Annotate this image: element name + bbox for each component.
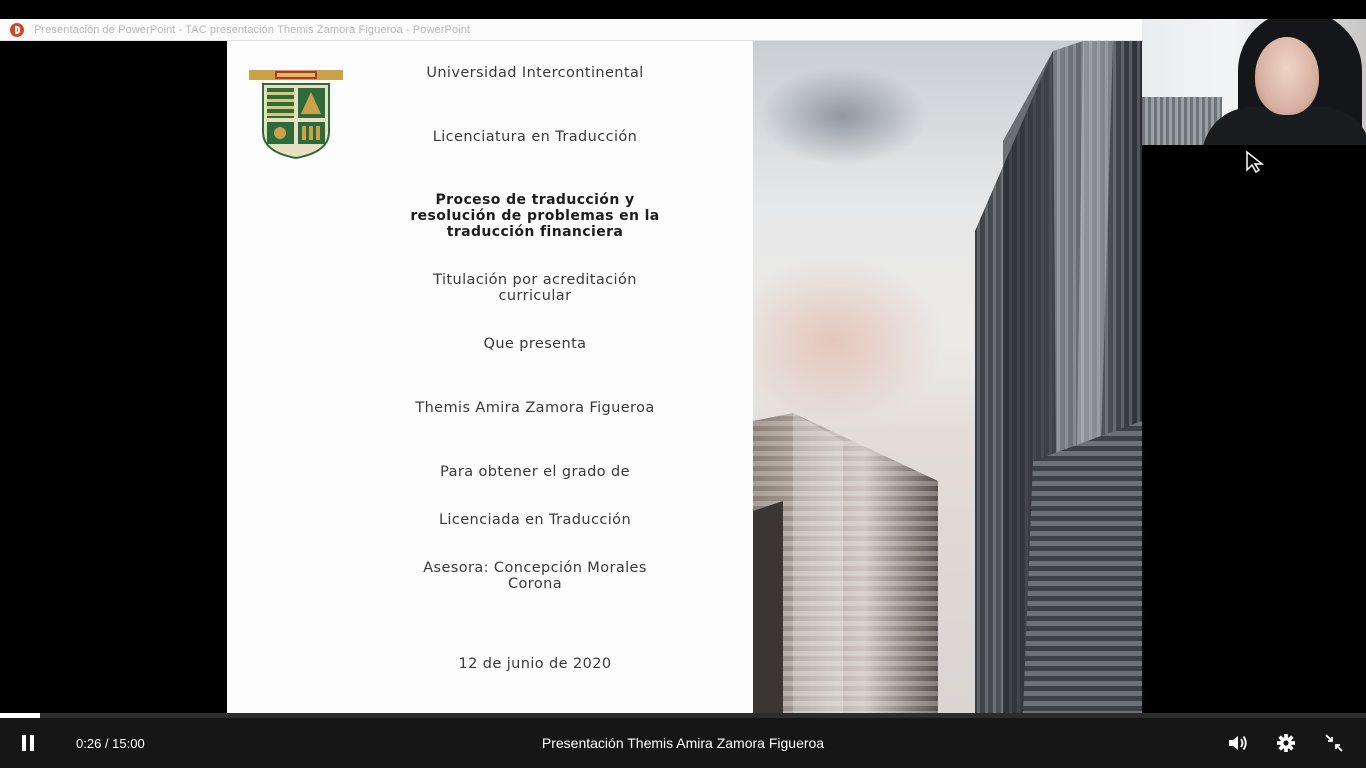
- current-time: 0:26: [76, 736, 102, 751]
- time-separator: /: [101, 736, 113, 751]
- author-name: Themis Amira Zamora Figueroa: [415, 400, 655, 416]
- skyscraper-photo: [753, 41, 1142, 713]
- settings-icon[interactable]: [1275, 733, 1297, 753]
- university-crest-icon: [247, 68, 345, 160]
- thesis-title-line: Proceso de traducción y: [435, 192, 635, 208]
- volume-icon[interactable]: [1227, 733, 1249, 753]
- titulation-line: Titulación por acreditación: [433, 272, 637, 288]
- letterbox-left: [0, 41, 227, 713]
- presents-label: Que presenta: [483, 336, 587, 352]
- slide: [227, 41, 753, 713]
- advisor: [352, 560, 718, 592]
- titulation-mode: [352, 272, 718, 304]
- thesis-title-line: traducción financiera: [446, 224, 624, 240]
- player-control-bar: [0, 718, 1366, 768]
- presentation-date: 12 de junio de 2020: [458, 656, 612, 672]
- advisor-line: Corona: [508, 576, 562, 592]
- letterbox-right: [1142, 145, 1366, 713]
- duration: 15:00: [112, 736, 145, 751]
- window-title: Presentación de PowerPoint - TAC presentación Themis Zamora Figueroa - PowerPoint: [34, 23, 471, 36]
- top-letterbox: [0, 0, 1366, 19]
- titulation-line: curricular: [498, 288, 572, 304]
- thesis-title: [352, 192, 718, 240]
- thesis-title-line: resolución de problemas en la: [410, 208, 660, 224]
- powerpoint-title-bar: [0, 19, 1142, 41]
- university-name: Universidad Intercontinental: [426, 65, 644, 81]
- mouse-cursor-icon: [1245, 150, 1265, 174]
- video-title: Presentación Themis Amira Zamora Figueroa: [541, 735, 825, 751]
- webcam-feed: [1142, 19, 1366, 145]
- to-obtain-label: Para obtener el grado de: [440, 464, 630, 480]
- powerpoint-icon: [10, 23, 24, 37]
- exit-fullscreen-icon[interactable]: [1323, 733, 1345, 753]
- degree-program: Licenciatura en Traducción: [432, 129, 638, 145]
- advisor-line: Asesora: Concepción Morales: [423, 560, 647, 576]
- degree-name: Licenciada en Traducción: [438, 512, 632, 528]
